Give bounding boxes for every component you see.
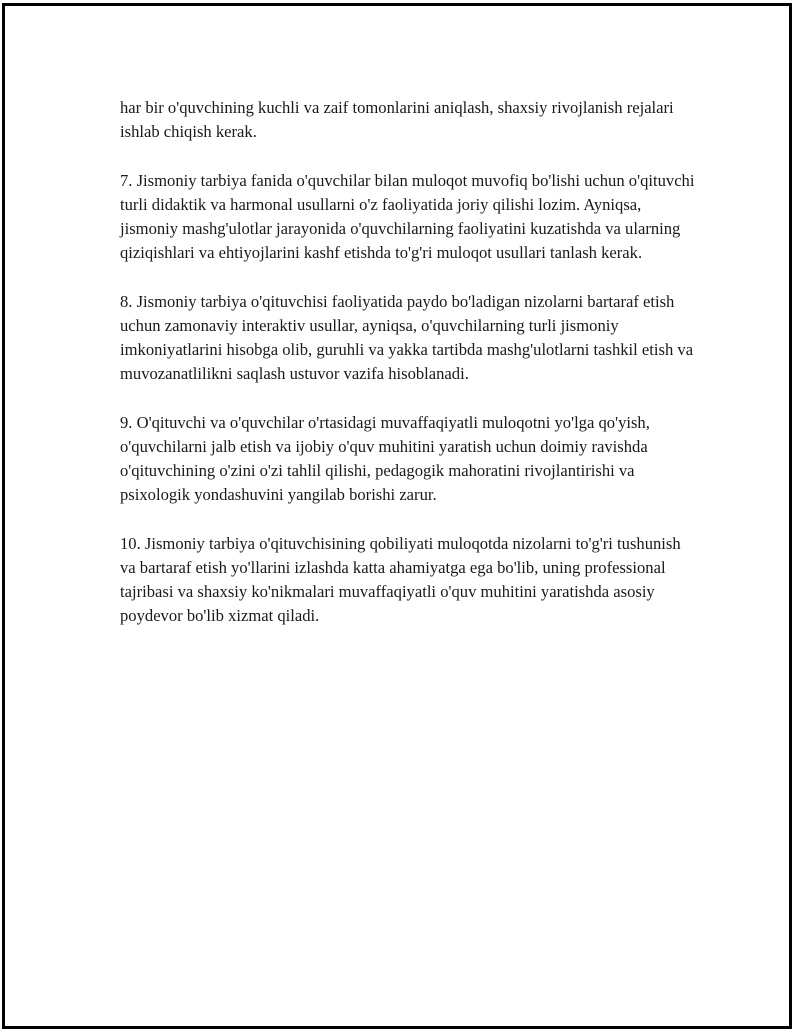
paragraph-continuation: har bir o'quvchining kuchli va zaif tomonlarini aniqlash, shaxsiy rivojlanish rejalari ishlab chiqish kerak. (120, 98, 674, 142)
paragraph-item-10: 10. Jismoniy tarbiya o'qituvchisining qobiliyati muloqotda nizolarni to'g'ri tushunish va bartaraf etish yo'llarini izlashda katta ahamiyatga ega bo'lib, uning professional tajribasi va shaxsiy ko'nikmalari muvaffaqiyatli o'quv muhitini yaratishda asosiy poydevor bo'lib xizmat qiladi. (120, 533, 681, 626)
paragraph-item-7: 7. Jismoniy tarbiya fanida o'quvchilar bilan muloqot muvofiq bo'lishi uchun o'qituvchi turli didaktik va harmonal usullarni o'z faoliyatida joriy qilishi lozim. Ayniqsa, jismoniy mashg'ulotlar jarayonida o'quvchilarning faoliyatini kuzatishda va ularning qiziqishlari va ehtiyojlarini kashf etishda to'g'ri muloqot usullari tanlash kerak. (120, 170, 695, 263)
paragraph-item-9: 9. O'qituvchi va o'quvchilar o'rtasidagi muvaffaqiyatli muloqotni yo'lga qo'yish, o'quvchilarni jalb etish va ijobiy o'quv muhitini yaratish uchun doimiy ravishda o'qituvchining o'zini o'zi tahlil qilishi, pedagogik mahoratini rivojlantirishi va psixologik yondashuvini yangilab borishi zarur. (120, 412, 650, 505)
document-page (2, 3, 792, 1029)
paragraph-item-8: 8. Jismoniy tarbiya o'qituvchisi faoliyatida paydo bo'ladigan nizolarni bartaraf etish uchun zamonaviy interaktiv usullar, ayniqsa, o'quvchilarning turli jismoniy imkoniyatlarini hisobga olib, guruhli va yakka tartibda mashg'ulotlarni tashkil etish va muvozanatlilikni saqlash ustuvor vazifa hisoblanadi. (120, 291, 694, 384)
document-body (120, 96, 700, 653)
